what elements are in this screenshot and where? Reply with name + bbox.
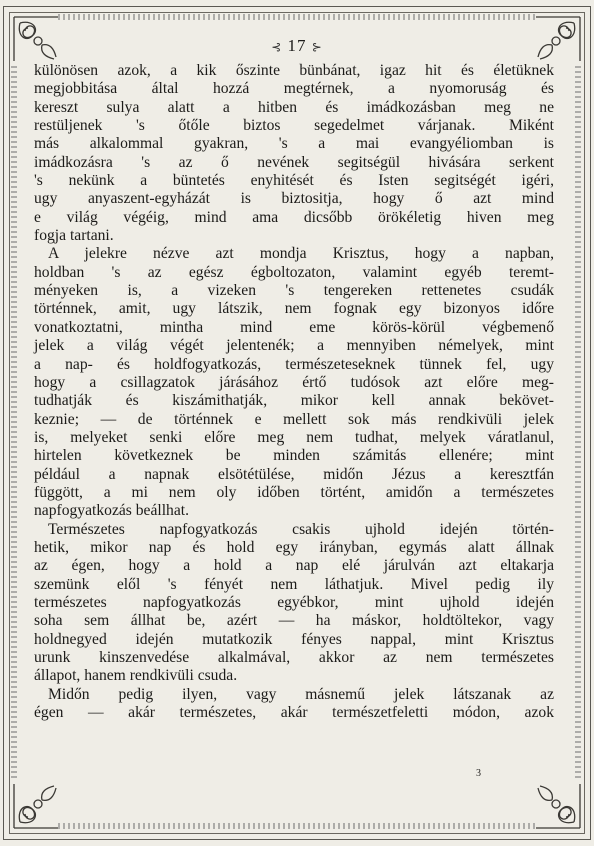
text-line: jelek a világ végét jelentenék; a mennyiben némelyek, mint [34,337,554,355]
text-line: e világ végéig, mind ama dicsőbb örökéletig hiven meg [34,208,554,226]
text-line: Midőn pedig ilyen, vagy másnemű jelek látszanak az [48,685,554,703]
text-line: különösen azok, a kik őszinte bünbánat, igaz hit és életüknek [34,62,554,79]
text-line: is, melyeket senki előre meg nem tudhat, melyek váratlanul, [34,428,554,446]
text-line: égen — akár természetes, akár természetfeletti módon, azok [34,704,554,722]
corner-ornament-bottom-left-icon [10,780,62,832]
text-line: ményeken is, a vizeken 's tengereken rettenetes csudák [34,282,554,300]
page-header [0,36,594,56]
text-line: a nap- és holdfogyatkozás, természeteseknek tünnek fel, ugy [34,355,554,373]
text-line: állapot, hanem rendkivüli csuda. [34,667,238,685]
paragraph [34,245,554,520]
bottom-dotted-band [58,823,536,829]
text-line: hogy a csillagzatok járásához értő tudósok azt előre meg- [34,373,554,391]
text-line: természetes napfogyatkozás egyébkor, mint ujhold idején [34,593,554,611]
text-line: imádkozásra 's az ő nevének segitségül hivására serkent [34,153,554,171]
text-line: vonatkoztatni, mintha mind eme körös-körül végbemenő [34,318,554,336]
text-line: urunk kinszenvedése alkalmával, akkor az nem természetes [34,649,554,666]
paragraph [34,521,554,686]
text-line: történnek, amit, ugy látszik, nem fognak egy bizonyos időre [34,300,554,318]
top-dotted-band [58,14,536,20]
body-text [34,62,554,722]
text-line: restüljenek 's őtőle biztos segedelmet várjanak. Miként [34,117,554,135]
text-line: holdnegyed idején mutatkozik fényes nappal, mint Krisztus [34,630,554,648]
text-line: függött, a mi nem oly időben történt, amidőn a természetes [34,483,554,501]
text-line: keznie; — de történnek e mellett sok más rendkivüli jelek [34,410,554,428]
corner-ornament-bottom-right-icon [532,780,584,832]
text-line: hetik, mikor nap és hold egy irányban, egymás alatt állnak [34,538,554,556]
paragraph [34,686,554,723]
signature-mark: 3 [476,768,481,779]
text-line: ugy anyaszent-egyházát is biztositja, hogy ő azt mind [34,190,554,208]
text-line: Természetes napfogyatkozás csakis ujhold idején történ- [48,520,554,538]
text-line: A jelekre nézve azt mondja Krisztus, hogy a napban, [48,245,554,263]
text-line: fogja tartani. [34,227,114,245]
text-line: tudhatják és kiszámithatják, mikor kell annak bekövet- [34,392,554,410]
text-line: például a napnak elsötétülése, midőn Jézus a keresztfán [34,465,554,483]
right-dotted-band [575,66,581,780]
text-line: megjobbitása által hozzá megtérnek, a nyomoruság és [34,80,554,98]
text-line: soha sem állhat be, azért — ha máskor, holdtöltekor, vagy [34,612,554,630]
text-line: az égen, hogy a hold a nap elé járulván azt eltakarja [34,557,554,575]
text-line: szemünk elől 's fényét nem láthatjuk. Mivel pedig ily [34,575,554,593]
text-line: kereszt sulya alatt a hitben és imádkozásban meg ne [34,98,554,116]
text-line: hirtelen következnek be minden számitás ellenére; mint [34,447,554,465]
left-dotted-band [11,66,17,780]
text-line: holdban 's az egész égboltozaton, valamint egyéb teremt- [34,263,554,281]
header-right-ornament-icon: ⊱ [311,40,323,54]
text-line: napfogyatkozás beállhat. [34,502,190,520]
page-number: 17 [287,36,307,55]
text-line: más alkalommal gyakran, 's a mai evangyéliomban is [34,135,554,153]
text-line: 's nekünk a büntetés enyhitését és Isten segitségét igéri, [34,172,554,190]
paragraph [34,62,554,245]
header-left-ornament-icon: ⊰ [271,40,283,54]
